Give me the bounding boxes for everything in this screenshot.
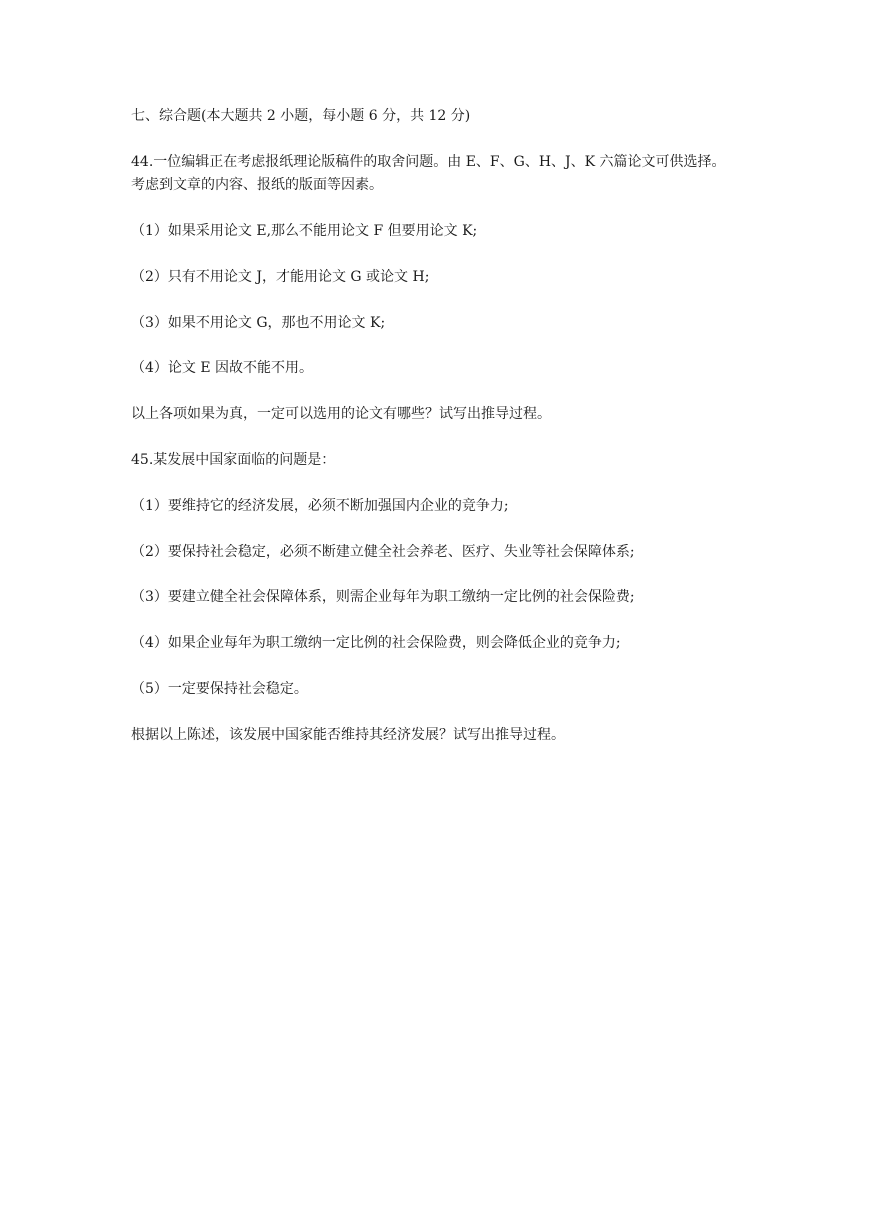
q45-condition-4: （4）如果企业每年为职工缴纳一定比例的社会保险费，则会降低企业的竞争力; bbox=[131, 635, 621, 651]
q45-stem: 45.某发展中国家面临的问题是： bbox=[131, 452, 336, 468]
q45-condition-3: （3）要建立健全社会保障体系，则需企业每年为职工缴纳一定比例的社会保险费; bbox=[131, 589, 635, 605]
q44-condition-1: （1）如果采用论文 E,那么不能用论文 F 但要用论文 K; bbox=[131, 223, 478, 239]
q44-question: 以上各项如果为真，一定可以选用的论文有哪些？试写出推导过程。 bbox=[131, 406, 551, 422]
q44-condition-3: （3）如果不用论文 G，那也不用论文 K; bbox=[131, 315, 386, 331]
q45-question: 根据以上陈述，该发展中国家能否维持其经济发展？试写出推导过程。 bbox=[131, 727, 565, 743]
q44-condition-4: （4）论文 E 因故不能不用。 bbox=[131, 360, 314, 376]
q45-condition-5: （5）一定要保持社会稳定。 bbox=[131, 681, 308, 697]
q45-condition-1: （1）要维持它的经济发展，必须不断加强国内企业的竞争力; bbox=[131, 498, 509, 514]
q44-stem-line1: 44.一位编辑正在考虑报纸理论版稿件的取舍问题。由 E、F、G、H、J、K 六篇论文可供选择。 bbox=[131, 154, 726, 170]
q44-condition-2: （2）只有不用论文 J，才能用论文 G 或论文 H; bbox=[131, 269, 430, 285]
section-heading: 七、综合题(本大题共 2 小题，每小题 6 分，共 12 分) bbox=[131, 108, 471, 124]
q45-condition-2: （2）要保持社会稳定，必须不断建立健全社会养老、医疗、失业等社会保障体系; bbox=[131, 544, 635, 560]
q44-stem-line2: 考虑到文章的内容、报纸的版面等因素。 bbox=[131, 177, 383, 193]
